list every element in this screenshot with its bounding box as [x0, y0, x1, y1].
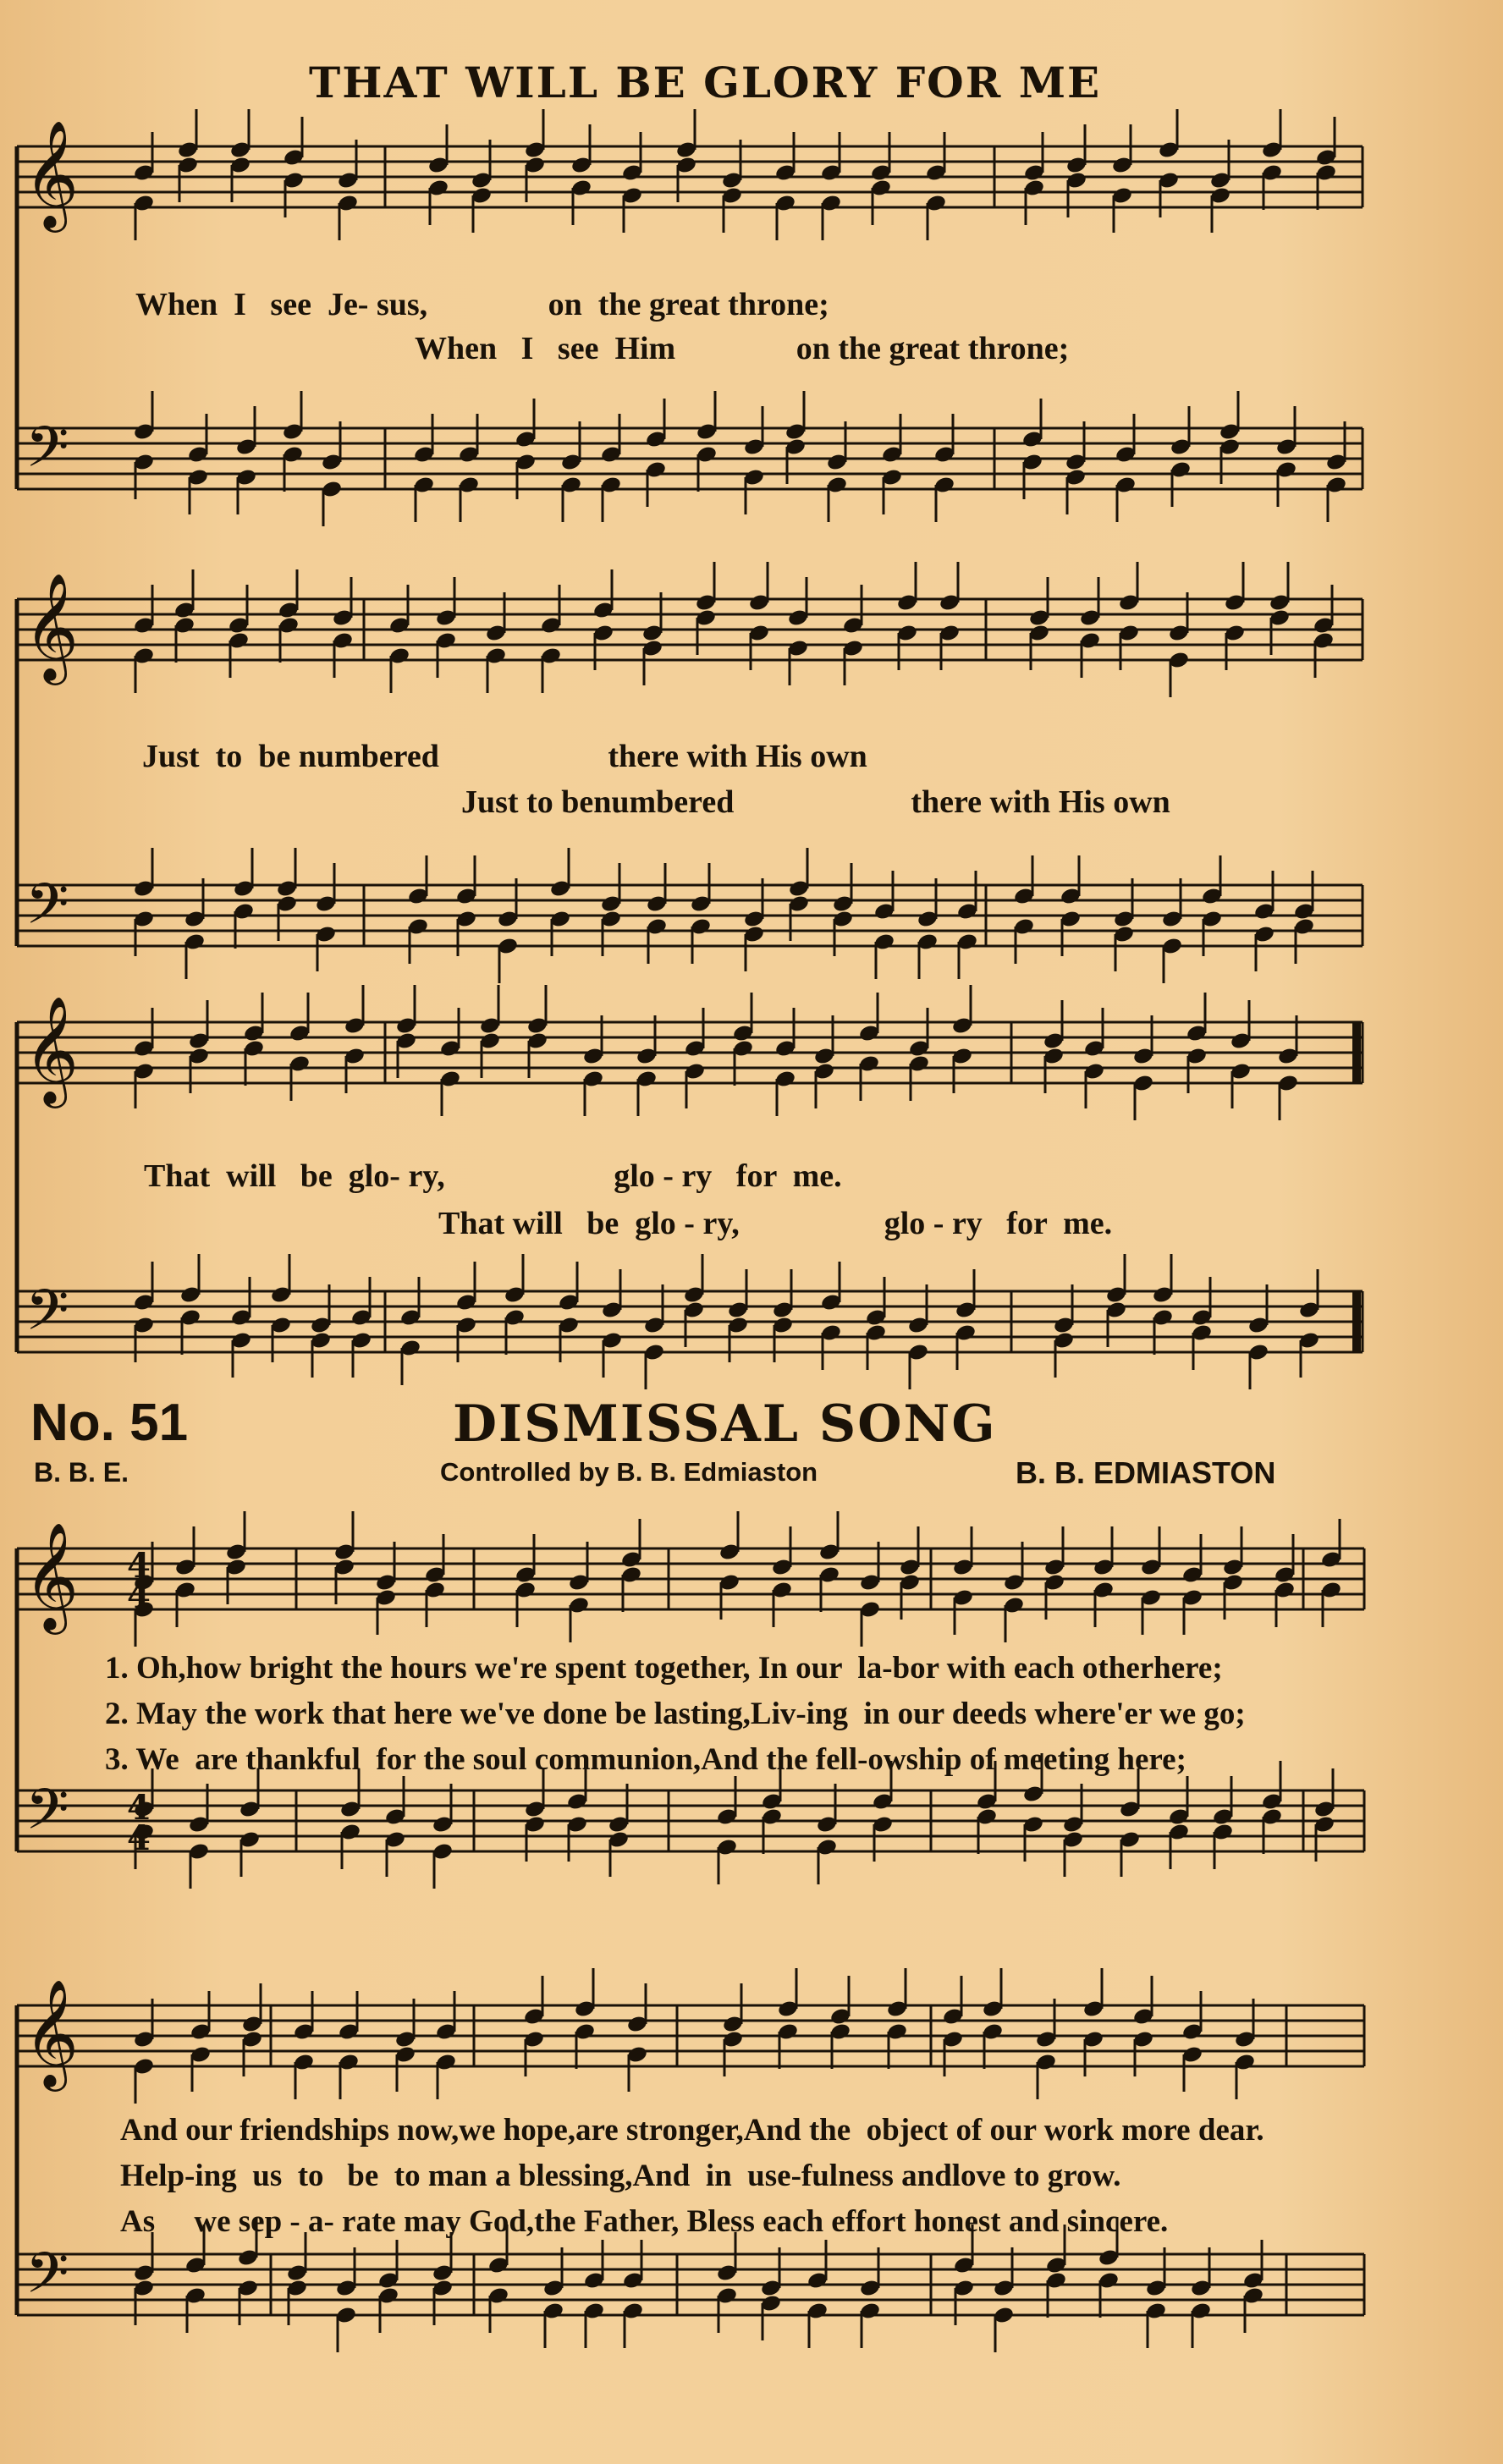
verse-line: 1. Oh,how bright the hours we're spent together, In our la-bor with each otherhere;	[105, 1651, 1223, 1686]
lyric-line: Just to be numbered there with His own	[142, 739, 867, 774]
song-title: THAT WILL BE GLORY FOR ME	[309, 58, 1102, 107]
verse-line: Help-ing us to be to man a blessing,And in use-fulness andlove to grow.	[120, 2159, 1121, 2193]
time-signature: 4	[127, 1576, 151, 1616]
lyric-line: When I see Him on the great throne;	[415, 331, 1070, 366]
lyric-line: Just to benumbered there with His own	[461, 784, 1170, 820]
treble-clef-icon: 𝄞	[24, 1521, 80, 1630]
composer-credit: B. B. EDMIASTON	[1016, 1455, 1276, 1490]
final-barline	[1352, 1291, 1361, 1352]
verse-line: As we sep - a- rate may God,the Father, Bless each effort honest and sincere.	[120, 2204, 1169, 2239]
words-credit: B. B. E.	[34, 1457, 129, 1488]
time-signature: 4	[127, 1546, 151, 1586]
copyright-credit: Controlled by B. B. Edmiaston	[440, 1457, 818, 1487]
song-number: No. 51	[30, 1394, 189, 1452]
final-barline	[1352, 1022, 1361, 1083]
verse-line: 3. We are thankful for the soul communion,And the fell-owship of meeting here;	[105, 1742, 1186, 1777]
treble-clef-icon: 𝄞	[24, 1978, 80, 2087]
treble-clef-icon: 𝄞	[24, 572, 80, 680]
bass-clef-icon: 𝄢	[25, 2241, 69, 2319]
treble-clef-icon: 𝄞	[24, 995, 80, 1103]
time-signature: 4	[127, 1818, 151, 1858]
lyric-line: When I see Je- sus, on the great throne;	[135, 287, 829, 322]
bass-clef-icon: 𝄢	[25, 415, 69, 493]
bass-clef-icon: 𝄢	[25, 1278, 69, 1356]
bass-clef-icon: 𝄢	[25, 1777, 69, 1856]
bass-clef-icon: 𝄢	[25, 872, 69, 950]
lyric-line: That will be glo- ry, glo - ry for me.	[144, 1158, 842, 1194]
verse-line: 2. May the work that here we've done be lasting,Liv-ing in our deeds where'er we go;	[105, 1697, 1246, 1731]
treble-clef-icon: 𝄞	[24, 119, 80, 228]
verse-line: And our friendships now,we hope,are stronger,And the object of our work more dear.	[120, 2113, 1264, 2148]
time-signature: 4	[127, 1788, 151, 1828]
song-title: DISMISSAL SONG	[453, 1394, 997, 1454]
lyric-line: That will be glo - ry, glo - ry for me.	[438, 1206, 1113, 1241]
